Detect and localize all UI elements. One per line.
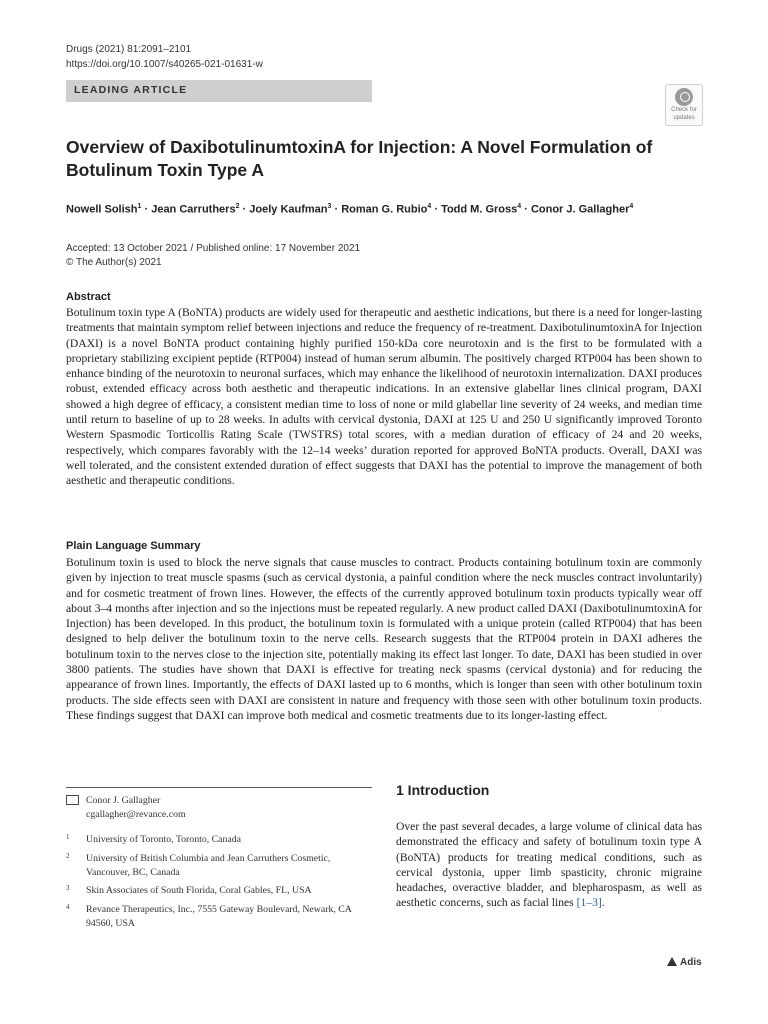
author-name[interactable]: Jean Carruthers xyxy=(151,203,236,216)
check-updates-label-2: updates xyxy=(673,114,695,121)
publisher-logo xyxy=(667,956,702,968)
affiliation-number: 3 xyxy=(66,884,70,892)
journal-header xyxy=(66,42,263,72)
author-affiliation: 3 xyxy=(327,203,332,210)
affiliation-number: 4 xyxy=(66,903,70,911)
adis-logo-icon xyxy=(667,957,677,966)
affiliation-text: University of Toronto, Toronto, Canada xyxy=(86,834,241,845)
plain-language-heading: Plain Language Summary xyxy=(66,540,201,552)
accepted-published-dates: Accepted: 13 October 2021 / Published online: 17 November 2021 xyxy=(66,243,361,254)
check-for-updates-button[interactable] xyxy=(665,84,703,126)
introduction-end: . xyxy=(601,896,605,910)
author-affiliation: 4 xyxy=(517,203,522,210)
author-name[interactable]: Todd M. Gross xyxy=(441,203,518,216)
author-affiliation: 4 xyxy=(629,203,634,210)
affiliation-text: University of British Columbia and Jean Carruthers Cosmetic, Vancouver, BC, Canada xyxy=(86,853,331,878)
author-name[interactable]: Joely Kaufman xyxy=(249,203,328,216)
introduction-body: Over the past several decades, a large volume of clinical data has demonstrated the efficacy and safety of botulinum toxin type A (BoNTA) products for treating medical conditions, such as cervical dystonia, upper limb spasticity, chronic migraine headaches, overactive bladder, and blepharospasm, as well as aesthetic concerns, such as facial lines xyxy=(396,820,702,910)
corresponding-author: Conor J. Gallagher xyxy=(86,795,161,806)
author-name[interactable]: Nowell Solish xyxy=(66,203,138,216)
affiliation-text: Skin Associates of South Florida, Coral Gables, FL, USA xyxy=(86,885,312,896)
author-name[interactable]: Conor J. Gallagher xyxy=(530,203,630,216)
footnote-divider xyxy=(66,787,372,788)
abstract-text: Botulinum toxin type A (BoNTA) products are widely used for therapeutic and aesthetic indications, but there is a need for longer-lasting treatments that maintain symptom relief between injections and reduce the frequency of re-treatment. DaxibotulinumtoxinA for Injection (DAXI) is a novel BoNTA product containing highly purified 150-kDa core neurotoxin and is the first to be formulated with a proprietary stabilizing excipient peptide (RTP004) instead of human serum albumin. The positively charged RTP004 has been shown to enhance binding of the neurotoxin to neuronal surfaces, which may enhance the likelihood of neurotoxin internalization. DAXI produces robust, extended efficacy across both aesthetic and therapeutic indications. In an extensive glabellar lines clinical program, DAXI showed a high degree of efficacy, a consistent median time to loss of none or mild glabellar line severity of 24 weeks, and median time until return to baseline of up to 28 weeks. In adults with cervical dystonia, DAXI at 125 U and 250 U significantly improved Toronto Western Spasmodic Torticollis Rating Scale (TWSTRS) total scores, with a median duration of efficacy of 24 and 20 weeks, respectively, which compares favorably with the 12–14 weeks’ duration reported for approved BoNTA products. Overall, DAXI was well tolerated, and the consistent extended duration of effect suggests that DAXI has the potential to improve the management of both aesthetic and therapeutic conditions. xyxy=(66,306,703,488)
affiliation-number: 2 xyxy=(66,852,70,860)
article-type-label: LEADING ARTICLE xyxy=(74,84,188,96)
doi-link[interactable]: https://doi.org/10.1007/s40265-021-01631-w xyxy=(66,59,263,70)
affiliation-number: 1 xyxy=(66,833,70,841)
author-affiliation: 1 xyxy=(137,203,142,210)
corresponding-email[interactable]: cgallagher@revance.com xyxy=(86,808,186,820)
article-type-banner xyxy=(66,80,372,102)
envelope-icon xyxy=(66,795,79,805)
correspondence xyxy=(66,794,186,820)
abstract-heading: Abstract xyxy=(66,291,111,303)
affiliation-text: Revance Therapeutics, Inc., 7555 Gateway Boulevard, Newark, CA 94560, USA xyxy=(86,904,352,929)
introduction-text xyxy=(396,819,702,911)
article-title: Overview of DaxibotulinumtoxinA for Injection: A Novel Formulation of Botulinum Toxin Type A xyxy=(66,137,653,180)
author-affiliation: 2 xyxy=(235,203,240,210)
introduction-heading: 1 Introduction xyxy=(396,782,490,798)
check-updates-label-1: Check for xyxy=(671,107,697,113)
publication-dates xyxy=(66,242,360,270)
journal-citation: Drugs (2021) 81:2091–2101 xyxy=(66,44,192,55)
citation-link[interactable]: [1–3] xyxy=(576,896,602,910)
check-updates-icon xyxy=(675,88,693,106)
plain-language-text: Botulinum toxin is used to block the nerve signals that cause muscles to contract. Products containing botulinum toxin are commonly given by injection to treat muscle spasms (such as cervical dystonia, a painful condition where the neck muscles contract involuntarily) and for cosmetic treatment of frown lines. However, the effects of the currently approved botulinum toxin products typically wear off about 3–4 months after injection and so the injections must be repeated regularly. A new product called DAXI (DaxibotulinumtoxinA for Injection) has been developed. In this product, the botulinum toxin is formulated with a unique protein (called RTP004) that has been designed to help deliver the botulinum toxin to the nerve cells. Research suggests that the RTP004 protein in DAXI adheres the botulinum toxin to the nerves close to the injection site, potentially making its effect last longer. To date, DAXI has been studied in over 3800 patients. The studies have shown that DAXI is effective for treating neck spasms (cervical dystonia) and for reducing the appearance of frown lines. Importantly, the effects of DAXI lasted up to 6 months, which is longer than seen with other botulinum toxin products. The side effects seen with DAXI are consistent in nature and frequency with those seen with other botulinum toxin products. These findings suggest that DAXI can improve both medical and cosmetic treatments due to its longer-lasting effect. xyxy=(66,556,702,722)
author-affiliation: 4 xyxy=(427,203,432,210)
author-list: Nowell Solish$^1$ · Jean Carruthers$^2$ · Joely Kaufman$^3$ · Roman G. Rubio$^4$ · Todd M. Gross$^4$ · Conor J. Gallagher$^4$ xyxy=(66,203,634,216)
copyright-line: © The Author(s) 2021 xyxy=(66,257,162,268)
publisher-name: Adis xyxy=(680,957,702,968)
author-name[interactable]: Roman G. Rubio xyxy=(341,203,428,216)
